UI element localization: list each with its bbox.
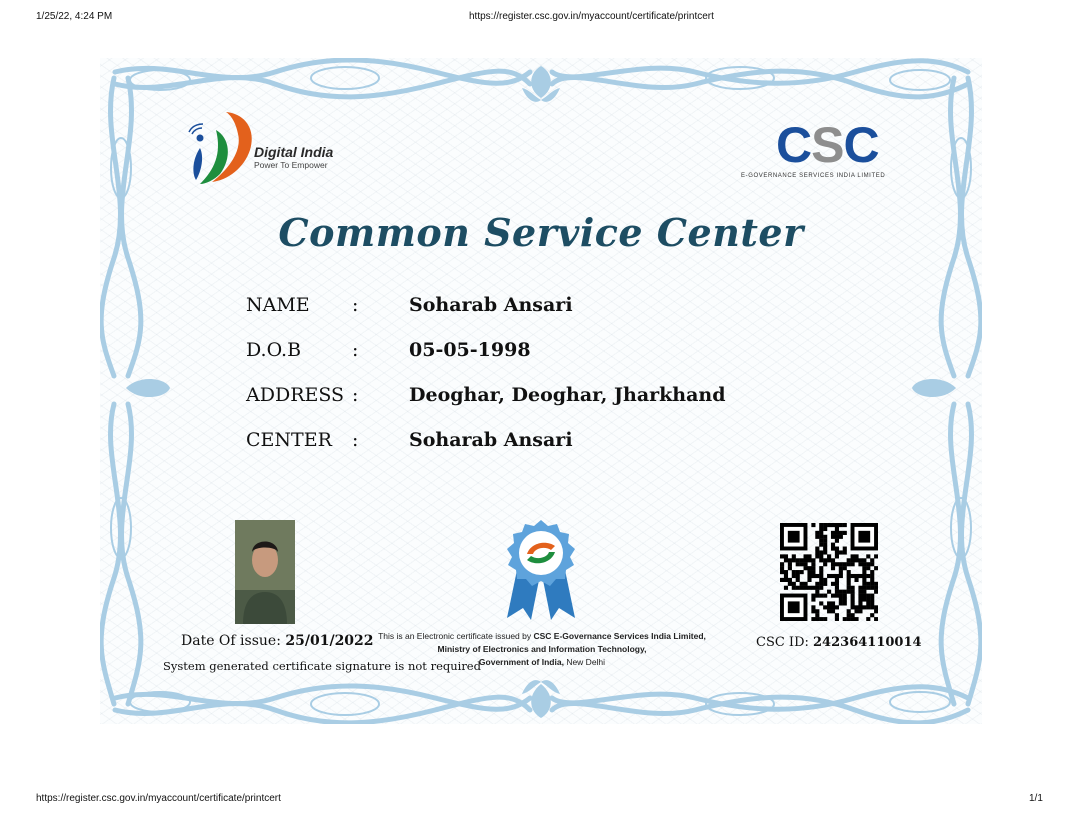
digital-india-tagline: Power To Empower bbox=[254, 160, 328, 170]
csc-id-label: CSC ID: bbox=[756, 635, 809, 650]
certificate bbox=[100, 58, 982, 724]
issue-date-label: Date Of issue: bbox=[181, 633, 281, 649]
field-value-name: Soharab Ansari bbox=[409, 294, 573, 316]
ribbon-seal-icon bbox=[501, 520, 581, 622]
csc-logo bbox=[776, 117, 879, 173]
field-label-address: ADDRESS bbox=[246, 384, 345, 406]
csc-id bbox=[756, 635, 922, 650]
print-footer-url: https://register.csc.gov.in/myaccount/certificate/printcert bbox=[36, 793, 281, 804]
note-city: New Delhi bbox=[566, 657, 606, 667]
note-prefix: This is an Electronic certificate issued by bbox=[378, 631, 532, 641]
digital-india-name: Digital India bbox=[254, 144, 334, 160]
field-label-dob: D.O.B bbox=[246, 339, 302, 361]
print-header-url: https://register.csc.gov.in/myaccount/certificate/printcert bbox=[469, 11, 714, 22]
certificate-title: Common Service Center bbox=[278, 210, 804, 255]
field-colon: : bbox=[352, 384, 359, 406]
note-government: Government of India, bbox=[478, 657, 564, 667]
note-ministry: Ministry of Electronics and Information Technology, bbox=[437, 644, 647, 654]
system-note: System generated certificate signature is not required bbox=[163, 659, 481, 673]
electronic-certificate-note bbox=[362, 630, 722, 669]
print-datetime: 1/25/22, 4:24 PM bbox=[36, 11, 113, 22]
field-value-dob: 05-05-1998 bbox=[409, 339, 531, 361]
field-colon: : bbox=[352, 294, 359, 316]
field-value-center: Soharab Ansari bbox=[409, 429, 573, 451]
qr-code bbox=[780, 523, 878, 621]
csc-subtitle: E-GOVERNANCE SERVICES INDIA LIMITED bbox=[741, 173, 886, 179]
field-value-address: Deoghar, Deoghar, Jharkhand bbox=[409, 384, 726, 406]
issue-date-value: 25/01/2022 bbox=[285, 633, 374, 649]
field-colon: : bbox=[352, 429, 359, 451]
field-label-name: NAME bbox=[246, 294, 310, 316]
csc-letter-s: S bbox=[811, 117, 844, 173]
csc-letter-c: C bbox=[776, 117, 812, 173]
holder-photo bbox=[235, 520, 295, 624]
field-label-center: CENTER bbox=[246, 429, 332, 451]
digital-india-logo-icon bbox=[186, 108, 254, 186]
csc-id-value: 242364110014 bbox=[813, 635, 922, 650]
field-colon: : bbox=[352, 339, 359, 361]
csc-letter-c2: C bbox=[843, 117, 879, 173]
note-issuer: CSC E-Governance Services India Limited, bbox=[533, 631, 706, 641]
issue-date bbox=[181, 633, 374, 649]
print-page-number: 1/1 bbox=[1029, 793, 1043, 804]
